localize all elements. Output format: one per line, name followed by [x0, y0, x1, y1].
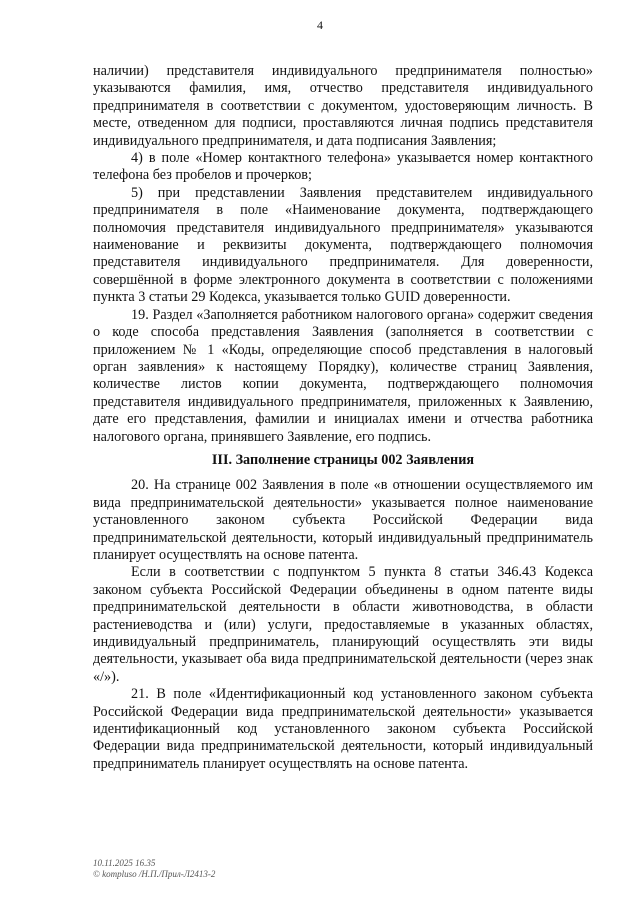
paragraph-item-4: 4) в поле «Номер контактного телефона» указывается номер контактного телефона без пробелов и прочерков; — [93, 150, 593, 184]
footer-timestamp: 10.11.2025 16.35 — [93, 858, 156, 868]
paragraph-20-continued: Если в соответствии с подпунктом 5 пункта 8 статьи 346.43 Кодекса законом субъекта Российской Федерации объединены в одном патенте виды предпринимательской деятельности в области животноводства, в области растениеводства и (или) услуги, предоставляемые в указанных областях, индивидуальный предприниматель, планирующий осуществлять эти виды деятельности, указывает оба вида предпринимательской деятельности (через знак «/»). — [93, 564, 593, 685]
paragraph-item-5: 5) при представлении Заявления представителем индивидуального предпринимателя в поле «Наименование документа, подтверждающего полномочия представителя индивидуального предпринимателя» указываются наименование и реквизиты документа, подтверждающего полномочия представителя индивидуального предпринимателя. Для доверенности, совершённой в форме электронного документа в соответствии с положениями пункта 3 статьи 29 Кодекса, указывается только GUID доверенности. — [93, 184, 593, 306]
footer-stamp — [93, 858, 215, 880]
paragraph-19: 19. Раздел «Заполняется работником налогового органа» содержит сведения о коде способа представления Заявления (заполняется в соответствии с приложением № 1 «Коды, определяющие способ представления в налоговый орган заявления» к настоящему Порядку), количестве страниц Заявления, количестве листов копии документа, подтверждающего полномочия представителя индивидуального предпринимателя, приложенных к Заявлению, дате его представления, фамилии и инициалах имени и отчества работника налогового органа, принявшего Заявление, его подпись. — [93, 306, 593, 445]
document-body — [93, 63, 593, 773]
paragraph-20: 20. На странице 002 Заявления в поле «в отношении осуществляемого им вида предпринимательской деятельности» указывается полное наименование установленного законом субъекта Российской Федерации вида предпринимательской деятельности, который индивидуальный предприниматель планирует осуществлять на основе патента. — [93, 477, 593, 563]
section-heading: III. Заполнение страницы 002 Заявления — [211, 451, 475, 468]
paragraph-continuation: наличии) представителя индивидуального предпринимателя полностью» указываются фамилия, имя, отчество представителя индивидуального предпринимателя в соответствии с документом, удостоверяющим личность. В месте, отведенном для подписи, проставляются личная подпись представителя индивидуального предпринимателя, и дата подписания Заявления; — [93, 63, 593, 149]
paragraph-21: 21. В поле «Идентификационный код установленного законом субъекта Российской Федерации вида предпринимательской деятельности» указывается идентификационный код установленного законом субъекта Российской Федерации вида предпринимательской деятельности, который индивидуальный предприниматель планирует осуществлять на основе патента. — [93, 686, 593, 772]
footer-file-ref: © kompluso /Н.П./Прил-Л2413-2 — [93, 869, 216, 879]
page-number: 4 — [317, 18, 323, 32]
